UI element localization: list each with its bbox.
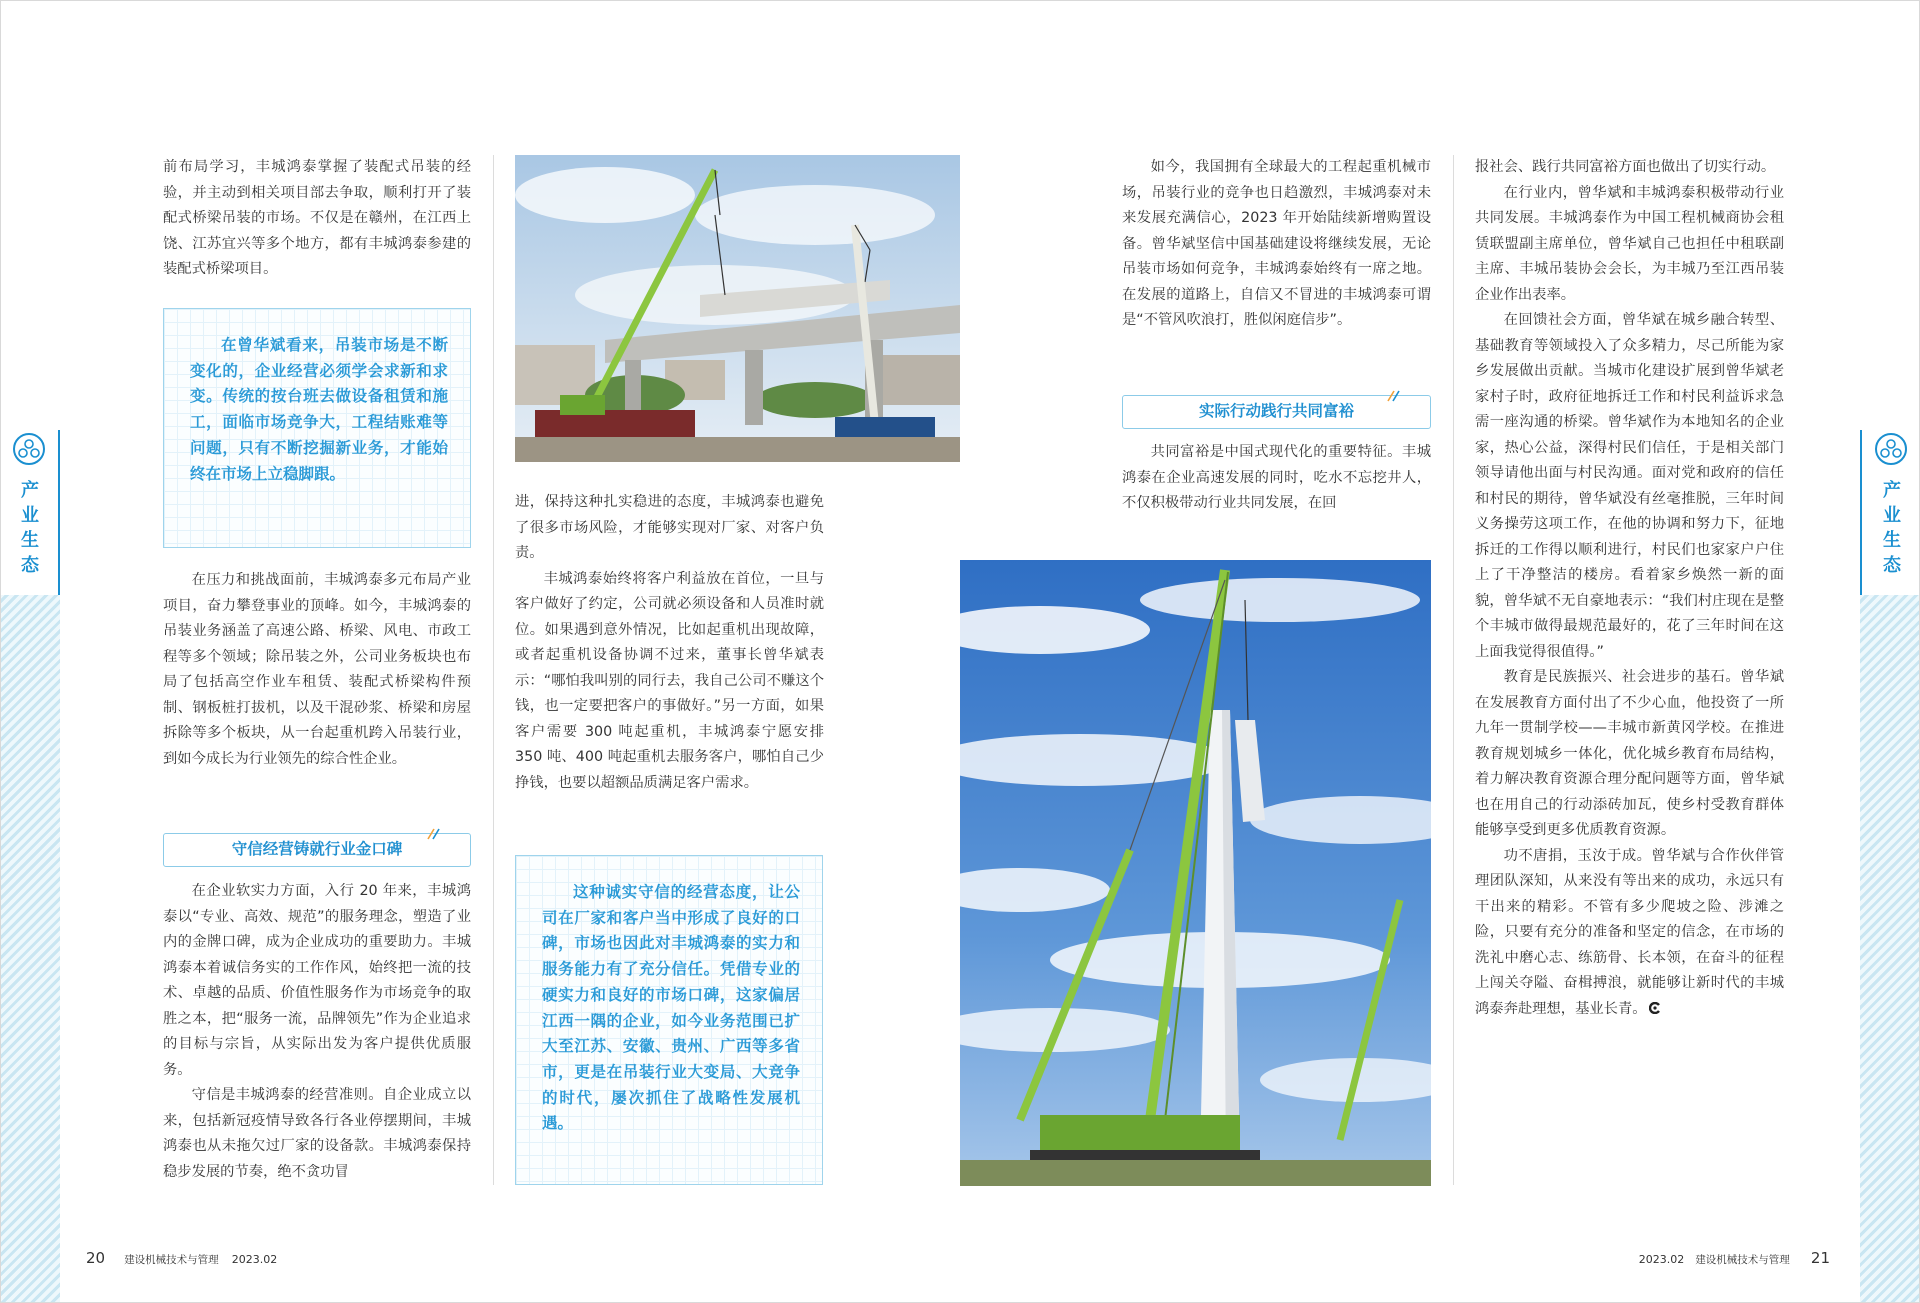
article-column-4 bbox=[1475, 155, 1784, 1022]
article-column-1-bottom bbox=[163, 879, 471, 1185]
body-paragraph: 在企业软实力方面，入行 20 年来，丰城鸿泰以“专业、高效、规范”的服务理念，塑造了业内的金牌口碑，成为企业成功的重要助力。丰城鸿泰本着诚信务实的工作作风，始终把一流的技术、卓越的品质、价值性服务作为市场竞争的取胜之本，把“服务一流，品牌领先”作为企业追求的目标与宗旨，从实际出发为客户提供优质服务。 bbox=[163, 883, 471, 1078]
pull-quote-text: 在曾华斌看来，吊装市场是不断变化的，企业经营必须学会求新和求变。传统的按台班去做设备租赁和施工，面临市场竞争大，工程结账难等问题，只有不断挖掘新业务，才能始终在市场上立稳脚跟。 bbox=[190, 336, 448, 483]
section-heading-text: 守信经营铸就行业金口碑 bbox=[231, 840, 403, 858]
side-label-char: 产 bbox=[21, 480, 39, 501]
body-paragraph: 报社会、践行共同富裕方面也做出了切实行动。 bbox=[1475, 159, 1776, 175]
body-paragraph: 在行业内，曾华斌和丰城鸿泰积极带动行业共同发展。丰城鸿泰作为中国工程机械商协会租赁联盟副主席单位，曾华斌自己也担任中租联副主席、丰城吊装协会会长，为丰城乃至江西吊装企业作出表率。 bbox=[1475, 184, 1784, 303]
wind-turbine-crane-photo bbox=[960, 560, 1431, 1186]
section-logo-icon bbox=[1874, 432, 1908, 466]
section-logo-icon bbox=[12, 432, 46, 466]
closing-paragraph-text: 功不唐捐，玉汝于成。曾华斌与合作伙伴管理团队深知，从来没有等出来的成功，永远只有干出来的精彩。不管有多少爬坡之险、涉滩之险，只要有充分的准备和坚定的信念，在市场的洗礼中磨心志、练筋骨、长本领，在奋斗的征程上闯关夺隘、奋楫搏浪，就能够让新时代的丰城鸿泰奔赴理想，基业长青。 bbox=[1475, 847, 1784, 1017]
pull-quote-box bbox=[163, 308, 471, 548]
article-column-2 bbox=[515, 490, 824, 796]
body-paragraph: 守信是丰城鸿泰的经营准则。自企业成立以来，包括新冠疫情导致各行各业停摆期间，丰城鸿泰也从未拖欠过厂家的设备款。丰城鸿泰保持稳步发展的节奏，绝不贪功冒 bbox=[163, 1087, 471, 1180]
footer-right bbox=[1639, 1248, 1830, 1267]
article-column-3-bottom bbox=[1122, 440, 1431, 517]
side-label-char: 态 bbox=[21, 555, 39, 576]
article-column-1-middle bbox=[163, 568, 471, 772]
side-section-tab-right bbox=[1860, 430, 1920, 595]
page-number: 20 bbox=[86, 1249, 106, 1267]
body-paragraph: 前布局学习，丰城鸿泰掌握了装配式吊装的经验，并主动到相关项目部去争取，顺利打开了装配式桥梁吊装的市场。不仅是在赣州，在江西上饶、江苏宜兴等多个地方，都有丰城鸿泰参建的装配式桥梁项目。 bbox=[163, 159, 471, 277]
body-paragraph: 进，保持这种扎实稳进的态度，丰城鸿泰也避免了很多市场风险，才能够实现对厂家、对客户负责。 bbox=[515, 494, 824, 561]
body-paragraph bbox=[1475, 844, 1784, 1023]
article-column-3-top bbox=[1122, 155, 1431, 334]
side-stripe-band-left bbox=[0, 590, 60, 1303]
column-divider bbox=[493, 155, 494, 1185]
issue-number: 2023.02 bbox=[231, 1253, 278, 1266]
pull-quote-box bbox=[515, 855, 823, 1185]
article-column-1-top bbox=[163, 155, 471, 283]
column-divider bbox=[1453, 155, 1454, 1185]
side-label-char: 业 bbox=[21, 505, 39, 526]
body-paragraph: 如今，我国拥有全球最大的工程起重机械市场，吊装行业的竞争也日趋激烈，丰城鸿泰对未来发展充满信心，2023 年开始陆续新增购置设备。曾华斌坚信中国基础建设将继续发展，无论吊装市场如何竞争，丰城鸿泰始终有一席之地。在发展的道路上，自信又不冒进的丰城鸿泰可谓是“不管风吹浪打，胜似闲庭信步”。 bbox=[1122, 159, 1431, 328]
side-label-char: 生 bbox=[1883, 530, 1901, 551]
heading-slash-decoration-icon bbox=[1386, 390, 1402, 402]
body-paragraph: 在回馈社会方面，曾华斌在城乡融合转型、基础教育等领域投入了众多精力，尽己所能为家乡发展做出贡献。当城市化建设扩展到曾华斌老家村子时，政府征地拆迁工作和村民利益诉求急需一座沟通的桥梁。曾华斌作为本地知名的企业家，热心公益，深得村民们信任，于是相关部门领导请他出面与村民沟通。面对党和政府的信任和村民的期待，曾华斌没有丝毫推脱，三年时间义务操劳这项工作，在他的协调和努力下，征地拆迁的工作得以顺利进行，村民们也家家户户住上了干净整洁的楼房。看着家乡焕然一新的面貌，曾华斌不无自豪地表示：“我们村庄现在是整个丰城市做得最规范最好的，花了三年时间在这上面我觉得很值得。” bbox=[1475, 312, 1784, 660]
page-number: 21 bbox=[1810, 1249, 1830, 1267]
end-mark-icon bbox=[1649, 1002, 1661, 1014]
section-heading-text: 实际行动践行共同富裕 bbox=[1198, 402, 1354, 420]
heading-slash-decoration-icon bbox=[426, 828, 442, 840]
bridge-beam-lifting-photo bbox=[515, 155, 960, 462]
side-stripe-band-right bbox=[1860, 590, 1920, 1303]
body-paragraph: 共同富裕是中国式现代化的重要特征。丰城鸿泰在企业高速发展的同时，吃水不忘挖井人，不仅积极带动行业共同发展，在回 bbox=[1122, 444, 1431, 511]
side-section-label bbox=[0, 478, 60, 578]
issue-number: 2023.02 bbox=[1638, 1253, 1685, 1266]
side-label-char: 态 bbox=[1883, 555, 1901, 576]
side-section-tab-left bbox=[0, 430, 60, 595]
pull-quote-text: 这种诚实守信的经营态度，让公司在厂家和客户当中形成了良好的口碑，市场也因此对丰城鸿泰的实力和服务能力有了充分信任。凭借专业的硬实力和良好的市场口碑，这家偏居江西一隅的企业，如今业务范围已扩大至江苏、安徽、贵州、广西等多省市，更是在吊装行业大变局、大竞争的时代，屡次抓住了战略性发展机遇。 bbox=[542, 883, 800, 1133]
magazine-title: 建设机械技术与管理 bbox=[1695, 1254, 1790, 1266]
side-label-char: 产 bbox=[1883, 480, 1901, 501]
body-paragraph: 丰城鸿泰始终将客户利益放在首位，一旦与客户做好了约定，公司就必须设备和人员准时就位。如果遇到意外情况，比如起重机出现故障，或者起重机设备协调不过来，董事长曾华斌表示：“哪怕我叫别的同行去，我自己公司不赚这个钱，也一定要把客户的事做好。”另一方面，如果客户需要 300 吨起重机，丰城鸿泰宁愿安排 350 吨、400 吨起重机去服务客户，哪怕自己少挣钱，也要以超额品质满足客户需求。 bbox=[515, 570, 824, 791]
side-label-char: 生 bbox=[21, 530, 39, 551]
body-paragraph: 教育是民族振兴、社会进步的基石。曾华斌在发展教育方面付出了不少心血，他投资了一所九年一贯制学校——丰城市新黄冈学校。在推进教育规划城乡一体化，优化城乡教育布局结构，着力解决教育资源合理分配问题等方面，曾华斌也在用自己的行动添砖加瓦，使乡村受教育群体能够享受到更多优质教育资源。 bbox=[1475, 669, 1784, 838]
side-label-char: 业 bbox=[1883, 505, 1901, 526]
side-section-label bbox=[1862, 478, 1920, 578]
section-heading bbox=[163, 833, 471, 867]
body-paragraph: 在压力和挑战面前，丰城鸿泰多元布局产业项目，奋力攀登事业的顶峰。如今，丰城鸿泰的吊装业务涵盖了高速公路、桥梁、风电、市政工程等多个领域；除吊装之外，公司业务板块也布局了包括高空作业车租赁、装配式桥梁构件预制、钢板桩打拔机，以及干混砂浆、桥梁和房屋拆除等多个板块，从一台起重机跨入吊装行业，到如今成长为行业领先的综合性企业。 bbox=[163, 572, 471, 767]
footer-left bbox=[86, 1248, 277, 1267]
magazine-title: 建设机械技术与管理 bbox=[124, 1254, 219, 1266]
section-heading bbox=[1122, 395, 1431, 429]
